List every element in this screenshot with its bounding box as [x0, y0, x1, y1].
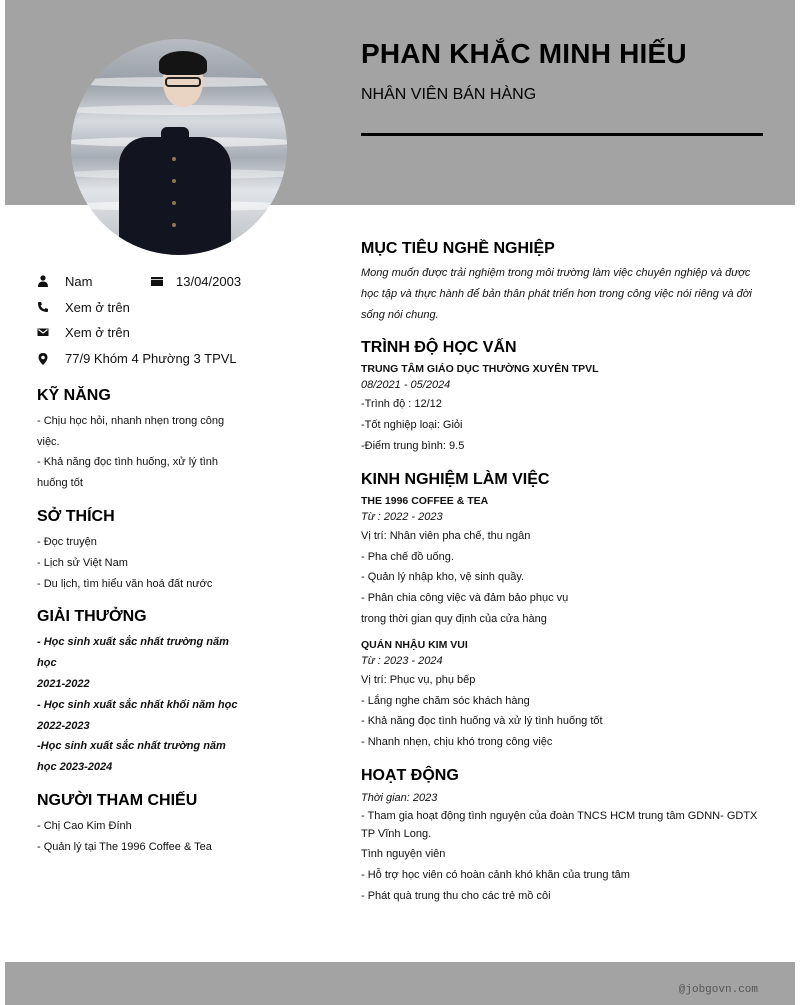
activity-line: - Hỗ trợ học viên có hoàn cảnh khó khăn của trung tâm [361, 868, 630, 881]
activities-section [361, 767, 763, 906]
photo-jacket [119, 137, 231, 255]
objective-text: Mong muốn được trải nghiệm trong môi trường làm việc chuyên nghiệp và được học tập và thực hành để bản thân phát triển hơn trong công việc nói riêng và đời sống nói chung. [361, 267, 752, 321]
education-line: -Trình độ : 12/12 [361, 398, 442, 411]
skills-list [37, 411, 247, 494]
job-line: Vị trí: Nhân viên pha chế, thu ngân [361, 529, 531, 542]
job-period: Từ : 2022 - 2023 [361, 510, 443, 523]
title-divider [361, 133, 763, 136]
objective-heading: MỤC TIÊU NGHỀ NGHIỆP [361, 240, 555, 257]
award-line: - Học sinh xuất sắc nhất trường năm học [37, 636, 229, 670]
references-list [37, 816, 247, 858]
photo-hair [159, 51, 207, 75]
reference-line: - Quản lý tại The 1996 Coffee & Tea [37, 840, 212, 853]
photo-glasses [165, 77, 201, 87]
experience-heading: KINH NGHIỆM LÀM VIỆC [361, 470, 550, 488]
activities-period: Thời gian: 2023 [361, 791, 438, 804]
photo-button [172, 157, 176, 161]
hobby-line: - Đọc truyện [37, 535, 97, 548]
school-name: TRUNG TÂM GIÁO DỤC THƯỜNG XUYÊN TPVL [361, 363, 599, 376]
awards-heading: GIẢI THƯỞNG [37, 608, 147, 626]
hobbies-heading: SỞ THÍCH [37, 507, 115, 525]
job-line: - Nhanh nhẹn, chịu khó trong công việc [361, 736, 553, 749]
award-line: - Học sinh xuất sắc nhất khối năm học [37, 698, 238, 711]
experience-section [361, 471, 763, 753]
award-line: 2021-2022 [37, 677, 90, 690]
profile-photo [71, 39, 287, 255]
calendar-icon [151, 277, 163, 286]
education-heading: TRÌNH ĐỘ HỌC VẤN [361, 339, 517, 357]
education-period: 08/2021 - 05/2024 [361, 379, 451, 392]
footer-band [5, 962, 795, 1005]
objective-section [361, 240, 763, 325]
references-heading: NGƯỜI THAM CHIẾU [37, 791, 198, 809]
person-icon [37, 275, 49, 287]
contact-row-gender-birthday [37, 272, 247, 298]
job-line: - Quản lý nhập kho, vệ sinh quầy. [361, 571, 525, 584]
job-period: Từ : 2023 - 2024 [361, 654, 443, 667]
activity-line: - Tham gia hoạt động tình nguyện của đoàn TNCS HCM trung tâm GDNN- GDTX TP Vĩnh Long. [361, 809, 758, 841]
job-line: Vị trí: Phục vụ, phụ bếp [361, 673, 476, 686]
hobbies-list [37, 532, 247, 594]
awards-list [37, 632, 247, 778]
job-entry [361, 494, 763, 630]
job-entry [361, 638, 763, 753]
education-line: -Điểm trung bình: 9.5 [361, 439, 465, 452]
job-line: - Phân chia công việc và đảm bảo phục vụ [361, 592, 569, 605]
activity-line: Tình nguyện viên [361, 847, 446, 860]
photo-collar [161, 127, 189, 149]
contact-row-phone [37, 298, 247, 324]
activity-line: - Phát quà trung thu cho các trẻ mồ côi [361, 889, 551, 902]
skill-line: - Khả năng đọc tình huống, xử lý tình [37, 456, 219, 469]
award-line: -Học sinh xuất sắc nhất trường năm [37, 740, 226, 753]
company-name: THE 1996 COFFEE & TEA [361, 494, 489, 507]
envelope-icon [37, 326, 49, 338]
gender-value: Nam [65, 274, 93, 289]
contact-row-address [37, 349, 247, 375]
award-line: 2022-2023 [37, 719, 90, 732]
candidate-name: PHAN KHẮC MINH HIẾU [361, 38, 687, 69]
photo-button [172, 223, 176, 227]
job-title: NHÂN VIÊN BÁN HÀNG [361, 86, 537, 103]
company-name: QUÁN NHẬU KIM VUI [361, 638, 468, 651]
map-pin-icon [37, 352, 49, 365]
activities-heading: HOẠT ĐỘNG [361, 766, 459, 784]
photo-button [172, 179, 176, 183]
job-line: trong thời gian quy định của cửa hàng [361, 612, 547, 625]
phone-icon [37, 301, 49, 313]
reference-line: - Chị Cao Kim Đính [37, 819, 132, 832]
award-line: học 2023-2024 [37, 761, 113, 774]
job-line: - Khả năng đọc tình huống và xử lý tình huống tốt [361, 715, 603, 728]
hobby-line: - Du lịch, tìm hiểu văn hoá đất nước [37, 577, 213, 590]
photo-button [172, 201, 176, 205]
contact-row-email [37, 323, 247, 349]
job-line: - Pha chế đồ uống. [361, 550, 454, 563]
job-line: - Lắng nghe chăm sóc khách hàng [361, 694, 530, 707]
phone-value: Xem ở trên [65, 299, 130, 315]
left-column [37, 272, 247, 858]
education-line: -Tốt nghiệp loại: Giỏi [361, 419, 463, 432]
email-value: Xem ở trên [65, 325, 130, 341]
right-column [361, 240, 763, 920]
education-section [361, 339, 763, 456]
watermark: @jobgovn.com [678, 984, 758, 996]
address-value: 77/9 Khóm 4 Phường 3 TPVL [65, 351, 237, 367]
skill-line: - Chịu học hỏi, nhanh nhẹn trong công [37, 414, 225, 427]
skill-line: huống tốt [37, 477, 83, 490]
birthday-value: 13/04/2003 [176, 274, 242, 289]
hobby-line: - Lịch sử Việt Nam [37, 556, 128, 569]
skills-heading: KỸ NĂNG [37, 386, 111, 404]
skill-line: việc. [37, 435, 60, 448]
